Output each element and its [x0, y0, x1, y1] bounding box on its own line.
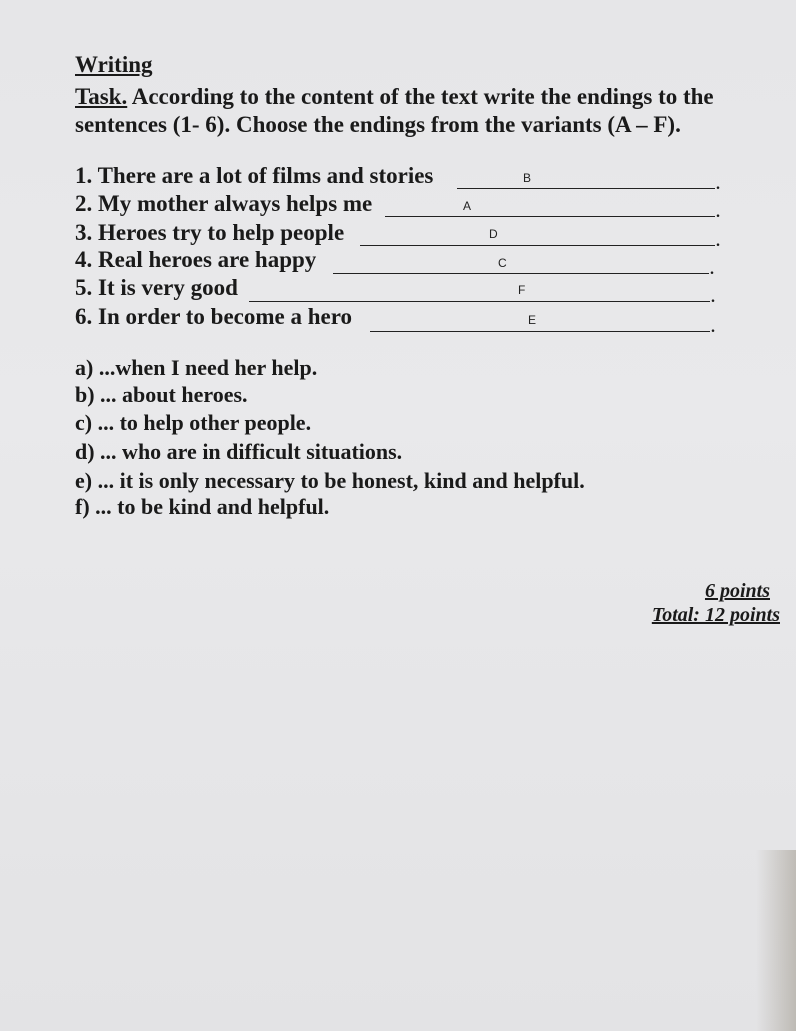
- answer-blank-4[interactable]: [333, 273, 709, 274]
- answer-5: F: [518, 283, 526, 297]
- blank-period: .: [716, 204, 720, 221]
- page-edge-shadow: [756, 850, 796, 1031]
- blank-period: .: [710, 261, 714, 278]
- sentence-3: 3. Heroes try to help people: [75, 220, 345, 245]
- answer-blank-5[interactable]: [249, 301, 710, 302]
- answer-blank-3[interactable]: [360, 245, 715, 246]
- sentence-4: 4. Real heroes are happy: [75, 247, 317, 272]
- answer-1: B: [523, 171, 532, 185]
- total-points: Total: 12 points: [651, 604, 780, 626]
- blank-period: .: [711, 289, 715, 306]
- answer-blank-6[interactable]: [370, 331, 710, 332]
- ending-c: c) ... to help other people.: [75, 410, 312, 435]
- sentence-5: 5. It is very good: [75, 275, 238, 300]
- answer-2: A: [463, 199, 472, 213]
- answer-4: C: [498, 256, 507, 270]
- task-text: According to the content of the text write the endings to the sentences (1- 6). Choose the endings from the variants (A – F).: [75, 84, 714, 137]
- sentence-6: 6. In order to become a hero: [75, 304, 353, 329]
- sentence-2: 2. My mother always helps me: [75, 191, 373, 216]
- answer-blank-1[interactable]: [457, 188, 715, 189]
- answer-3: D: [489, 227, 498, 241]
- blank-period: .: [711, 319, 715, 336]
- blank-period: .: [716, 233, 720, 250]
- section-heading: Writing: [75, 52, 153, 77]
- task-instructions: [75, 83, 775, 139]
- ending-b: b) ... about heroes.: [75, 382, 248, 407]
- ending-a: a) ...when I need her help.: [75, 355, 318, 380]
- task-points: 6 points: [704, 580, 770, 602]
- task-label: Task.: [75, 84, 128, 109]
- sentence-1: 1. There are a lot of films and stories: [75, 163, 434, 188]
- ending-d: d) ... who are in difficult situations.: [75, 439, 403, 464]
- answer-6: E: [528, 313, 537, 327]
- ending-e: e) ... it is only necessary to be honest, kind and helpful.: [75, 468, 585, 493]
- answer-blank-2[interactable]: [385, 216, 715, 217]
- ending-f: f) ... to be kind and helpful.: [75, 494, 330, 519]
- blank-period: .: [716, 176, 720, 193]
